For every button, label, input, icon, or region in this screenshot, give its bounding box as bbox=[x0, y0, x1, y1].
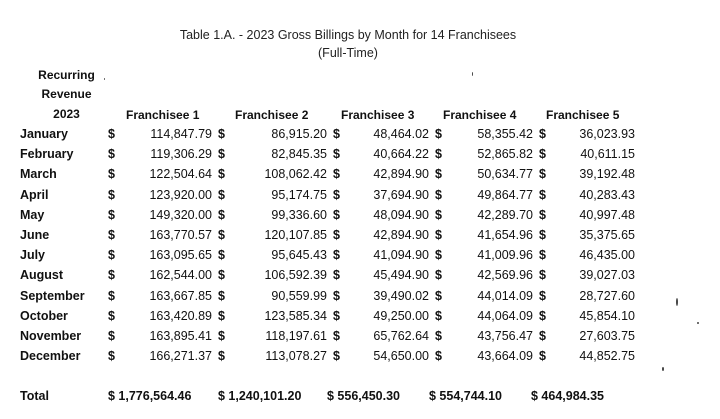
dollar-sign: $ bbox=[218, 308, 225, 323]
dollar-sign: $ bbox=[539, 167, 546, 182]
billing-value-franchisee-5: 27,603.75 bbox=[579, 328, 635, 343]
dollar-sign: $ bbox=[218, 268, 225, 283]
billing-value-franchisee-3: 48,464.02 bbox=[373, 127, 429, 142]
column-header-franchisee-5: Franchisee 5 bbox=[546, 108, 620, 122]
dollar-sign: $ bbox=[435, 207, 442, 222]
billing-value-franchisee-5: 44,852.75 bbox=[579, 349, 635, 364]
billing-value-franchisee-4: 44,064.09 bbox=[477, 308, 533, 323]
table-row bbox=[20, 185, 635, 205]
total-label: Total bbox=[20, 389, 49, 403]
dollar-sign: $ bbox=[435, 228, 442, 243]
month-label: March bbox=[20, 167, 57, 182]
dollar-sign: $ bbox=[108, 268, 115, 283]
dollar-sign: $ bbox=[333, 288, 340, 303]
billing-value-franchisee-4: 41,009.96 bbox=[477, 248, 533, 263]
billing-value-franchisee-5: 40,611.15 bbox=[580, 147, 635, 162]
month-label: May bbox=[20, 207, 45, 222]
dollar-sign: $ bbox=[333, 147, 340, 162]
dollar-sign: $ bbox=[539, 288, 546, 303]
column-header-franchisee-1: Franchisee 1 bbox=[126, 108, 200, 122]
row-header-line-3: 2023 bbox=[53, 107, 80, 121]
billing-value-franchisee-4: 42,569.96 bbox=[477, 268, 533, 283]
billing-value-franchisee-1: 163,667.85 bbox=[149, 288, 212, 303]
dollar-sign: $ bbox=[108, 127, 115, 142]
table-row bbox=[20, 346, 635, 366]
row-header-line-2: Revenue bbox=[41, 87, 92, 101]
table-row bbox=[20, 265, 635, 285]
column-header-franchisee-2: Franchisee 2 bbox=[235, 108, 309, 122]
month-label: February bbox=[20, 147, 74, 162]
dollar-sign: $ bbox=[539, 308, 546, 323]
billing-value-franchisee-3: 48,094.90 bbox=[373, 207, 429, 222]
billing-value-franchisee-2: 118,197.61 bbox=[265, 328, 327, 343]
dollar-sign: $ bbox=[435, 308, 442, 323]
total-franchisee-2: $ 1,240,101.20 bbox=[218, 389, 302, 403]
billing-value-franchisee-2: 95,174.75 bbox=[271, 187, 327, 202]
table-row bbox=[20, 205, 635, 225]
billing-value-franchisee-3: 37,694.90 bbox=[373, 187, 429, 202]
billing-value-franchisee-4: 42,289.70 bbox=[477, 207, 533, 222]
billings-table-body bbox=[20, 124, 635, 366]
billing-value-franchisee-4: 41,654.96 bbox=[477, 228, 533, 243]
month-label: April bbox=[20, 187, 49, 202]
billing-value-franchisee-5: 40,283.43 bbox=[579, 187, 635, 202]
dollar-sign: $ bbox=[539, 147, 546, 162]
billing-value-franchisee-2: 108,062.42 bbox=[264, 167, 327, 182]
dollar-sign: $ bbox=[333, 228, 340, 243]
billing-value-franchisee-1: 149,320.00 bbox=[149, 207, 212, 222]
billing-value-franchisee-1: 122,504.64 bbox=[149, 167, 212, 182]
billing-value-franchisee-4: 52,865.82 bbox=[477, 147, 533, 162]
dollar-sign: $ bbox=[108, 187, 115, 202]
total-franchisee-3: $ 556,450.30 bbox=[327, 389, 400, 403]
billings-table bbox=[20, 124, 635, 366]
total-franchisee-1: $ 1,776,564.46 bbox=[108, 389, 192, 403]
billing-value-franchisee-1: 163,895.41 bbox=[149, 328, 212, 343]
month-label: September bbox=[20, 288, 85, 303]
dollar-sign: $ bbox=[435, 328, 442, 343]
table-row bbox=[20, 124, 635, 144]
billing-value-franchisee-2: 120,107.85 bbox=[264, 228, 327, 243]
billing-value-franchisee-4: 44,014.09 bbox=[477, 288, 533, 303]
dollar-sign: $ bbox=[539, 228, 546, 243]
billing-value-franchisee-2: 90,559.99 bbox=[271, 288, 327, 303]
billing-value-franchisee-5: 28,727.60 bbox=[579, 288, 635, 303]
billing-value-franchisee-3: 49,250.00 bbox=[373, 308, 429, 323]
billing-value-franchisee-3: 54,650.00 bbox=[373, 349, 429, 364]
table-row bbox=[20, 225, 635, 245]
month-label: July bbox=[20, 248, 46, 263]
scan-speck bbox=[662, 367, 664, 371]
dollar-sign: $ bbox=[435, 248, 442, 263]
billing-value-franchisee-4: 50,634.77 bbox=[477, 167, 533, 182]
dollar-sign: $ bbox=[333, 127, 340, 142]
month-label: November bbox=[20, 328, 82, 343]
dollar-sign: $ bbox=[218, 207, 225, 222]
dollar-sign: $ bbox=[435, 147, 442, 162]
billing-value-franchisee-3: 40,664.22 bbox=[373, 147, 429, 162]
scan-speck bbox=[676, 298, 678, 306]
dollar-sign: $ bbox=[435, 187, 442, 202]
dollar-sign: $ bbox=[333, 167, 340, 182]
table-title: Table 1.A. - 2023 Gross Billings by Month for 14 Franchisees bbox=[179, 28, 517, 42]
billing-value-franchisee-5: 45,854.10 bbox=[579, 308, 635, 323]
billing-value-franchisee-3: 42,894.90 bbox=[373, 228, 429, 243]
month-label: October bbox=[20, 308, 68, 323]
dollar-sign: $ bbox=[218, 349, 225, 364]
dollar-sign: $ bbox=[108, 328, 115, 343]
dollar-sign: $ bbox=[218, 328, 225, 343]
table-row bbox=[20, 286, 635, 306]
billing-value-franchisee-1: 162,544.00 bbox=[149, 268, 212, 283]
billing-value-franchisee-2: 86,915.20 bbox=[271, 127, 327, 142]
total-franchisee-5: $ 464,984.35 bbox=[531, 389, 604, 403]
billing-value-franchisee-5: 35,375.65 bbox=[579, 228, 635, 243]
dollar-sign: $ bbox=[539, 248, 546, 263]
dollar-sign: $ bbox=[333, 349, 340, 364]
dollar-sign: $ bbox=[435, 167, 442, 182]
dollar-sign: $ bbox=[218, 187, 225, 202]
dollar-sign: $ bbox=[108, 349, 115, 364]
dollar-sign: $ bbox=[333, 187, 340, 202]
billing-value-franchisee-3: 65,762.64 bbox=[373, 328, 429, 343]
table-row bbox=[20, 164, 635, 184]
column-header-franchisee-3: Franchisee 3 bbox=[341, 108, 415, 122]
dollar-sign: $ bbox=[435, 268, 442, 283]
dollar-sign: $ bbox=[108, 207, 115, 222]
billing-value-franchisee-2: 99,336.60 bbox=[271, 207, 327, 222]
dollar-sign: $ bbox=[539, 349, 546, 364]
dollar-sign: $ bbox=[333, 207, 340, 222]
dollar-sign: $ bbox=[108, 248, 115, 263]
billing-value-franchisee-2: 95,645.43 bbox=[271, 248, 327, 263]
dollar-sign: $ bbox=[218, 228, 225, 243]
dollar-sign: $ bbox=[108, 167, 115, 182]
scan-speck bbox=[104, 78, 105, 80]
dollar-sign: $ bbox=[218, 127, 225, 142]
dollar-sign: $ bbox=[218, 288, 225, 303]
billing-value-franchisee-1: 123,920.00 bbox=[149, 187, 212, 202]
column-header-franchisee-4: Franchisee 4 bbox=[443, 108, 517, 122]
billing-value-franchisee-1: 163,095.65 bbox=[149, 248, 212, 263]
billing-value-franchisee-3: 39,490.02 bbox=[373, 288, 429, 303]
dollar-sign: $ bbox=[218, 147, 225, 162]
dollar-sign: $ bbox=[108, 147, 115, 162]
billing-value-franchisee-2: 113,078.27 bbox=[265, 349, 327, 364]
total-row bbox=[20, 386, 604, 406]
table-row bbox=[20, 326, 635, 346]
billing-value-franchisee-1: 166,271.37 bbox=[149, 349, 212, 364]
table-row bbox=[20, 306, 635, 326]
dollar-sign: $ bbox=[539, 207, 546, 222]
row-header-line-1: Recurring bbox=[38, 68, 95, 82]
billing-value-franchisee-5: 46,435.00 bbox=[579, 248, 635, 263]
dollar-sign: $ bbox=[333, 308, 340, 323]
dollar-sign: $ bbox=[218, 167, 225, 182]
dollar-sign: $ bbox=[539, 127, 546, 142]
billing-value-franchisee-1: 163,770.57 bbox=[149, 228, 212, 243]
total-franchisee-4: $ 554,744.10 bbox=[429, 389, 502, 403]
month-label: December bbox=[20, 349, 81, 364]
dollar-sign: $ bbox=[108, 308, 115, 323]
dollar-sign: $ bbox=[333, 268, 340, 283]
dollar-sign: $ bbox=[435, 349, 442, 364]
billing-value-franchisee-5: 39,027.03 bbox=[579, 268, 635, 283]
billing-value-franchisee-1: 163,420.89 bbox=[149, 308, 212, 323]
billing-value-franchisee-4: 58,355.42 bbox=[477, 127, 533, 142]
dollar-sign: $ bbox=[435, 288, 442, 303]
billing-value-franchisee-5: 40,997.48 bbox=[579, 207, 635, 222]
billing-value-franchisee-2: 106,592.39 bbox=[264, 268, 327, 283]
dollar-sign: $ bbox=[218, 248, 225, 263]
billing-value-franchisee-2: 123,585.34 bbox=[264, 308, 327, 323]
scan-speck bbox=[697, 322, 699, 324]
dollar-sign: $ bbox=[333, 248, 340, 263]
dollar-sign: $ bbox=[539, 328, 546, 343]
dollar-sign: $ bbox=[435, 127, 442, 142]
table-subtitle: (Full-Time) bbox=[318, 46, 378, 60]
billing-value-franchisee-5: 39,192.48 bbox=[579, 167, 635, 182]
billing-value-franchisee-4: 43,756.47 bbox=[477, 328, 533, 343]
table-row bbox=[20, 144, 635, 164]
month-label: January bbox=[20, 127, 68, 142]
dollar-sign: $ bbox=[108, 288, 115, 303]
scan-speck bbox=[472, 72, 473, 76]
month-label: June bbox=[20, 228, 50, 243]
dollar-sign: $ bbox=[108, 228, 115, 243]
billing-value-franchisee-2: 82,845.35 bbox=[271, 147, 327, 162]
dollar-sign: $ bbox=[539, 268, 546, 283]
billing-value-franchisee-4: 49,864.77 bbox=[477, 187, 533, 202]
billing-value-franchisee-1: 119,306.29 bbox=[150, 147, 212, 162]
table-row bbox=[20, 245, 635, 265]
billing-value-franchisee-1: 114,847.79 bbox=[150, 127, 212, 142]
billing-value-franchisee-5: 36,023.93 bbox=[579, 127, 635, 142]
dollar-sign: $ bbox=[539, 187, 546, 202]
billing-value-franchisee-3: 41,094.90 bbox=[373, 248, 429, 263]
month-label: August bbox=[20, 268, 64, 283]
billing-value-franchisee-4: 43,664.09 bbox=[477, 349, 533, 364]
dollar-sign: $ bbox=[333, 328, 340, 343]
billing-value-franchisee-3: 42,894.90 bbox=[373, 167, 429, 182]
billing-value-franchisee-3: 45,494.90 bbox=[373, 268, 429, 283]
